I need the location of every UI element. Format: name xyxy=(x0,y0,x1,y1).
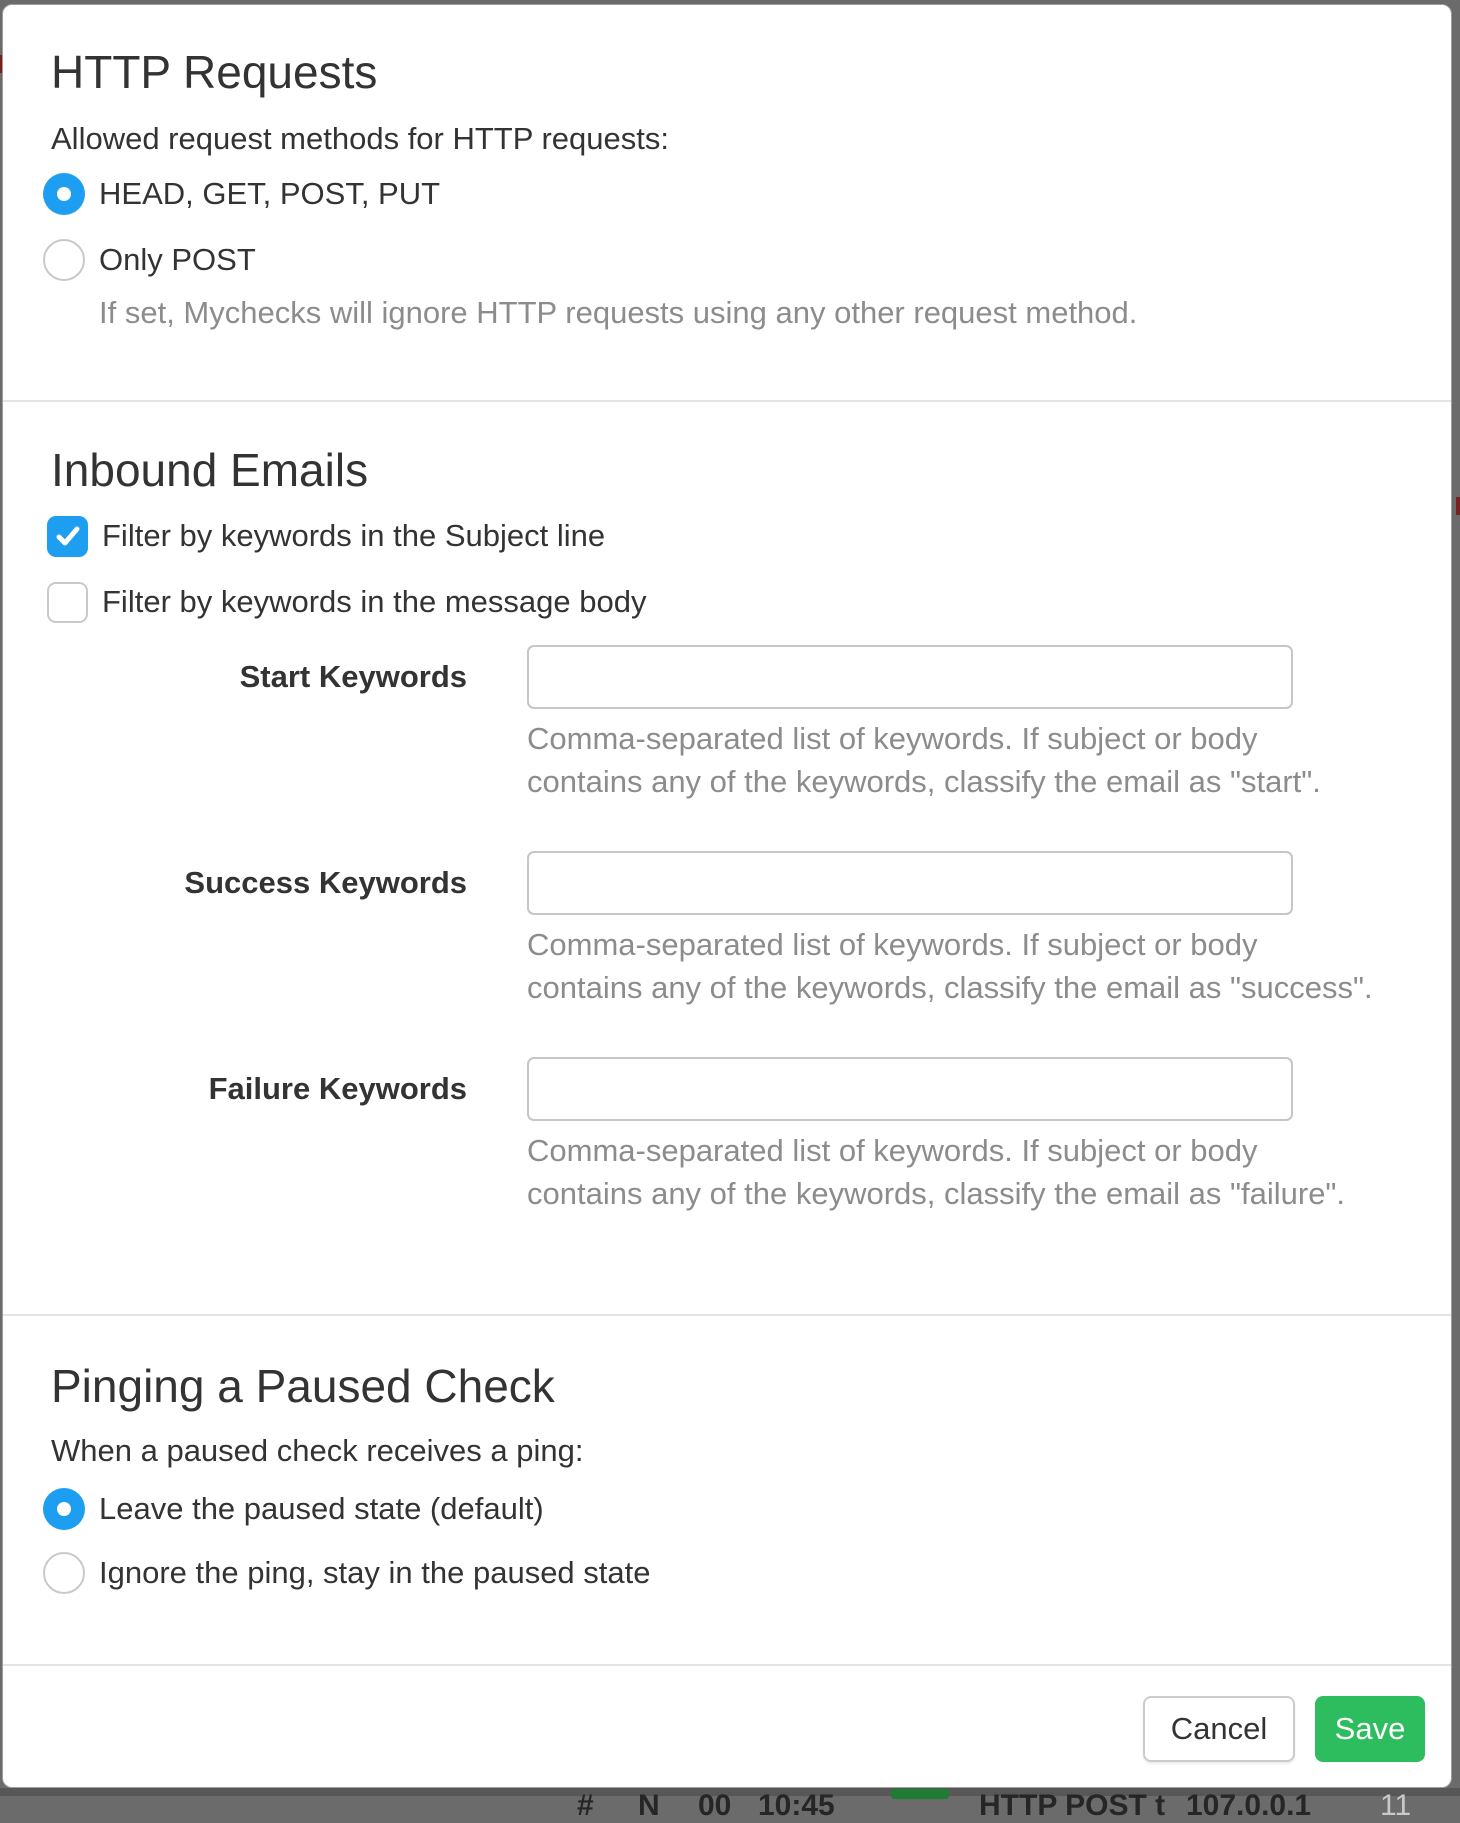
radio-row-ignore-ping[interactable] xyxy=(43,1550,651,1596)
failure-keywords-help xyxy=(527,1129,1345,1215)
checkbox-filter-body[interactable] xyxy=(47,582,88,623)
help-line: Comma-separated list of keywords. If subject or body xyxy=(527,927,1258,962)
radio-leave-paused[interactable] xyxy=(43,1488,85,1530)
section-divider xyxy=(3,400,1451,402)
radio-row-only-post[interactable] xyxy=(43,237,256,283)
settings-modal xyxy=(2,4,1452,1788)
radio-ignore-ping[interactable] xyxy=(43,1552,85,1594)
status-badge-green xyxy=(891,1789,949,1799)
background-table-fragment: 10:45 xyxy=(758,1789,835,1822)
help-line: contains any of the keywords, classify the email as "failure". xyxy=(527,1176,1346,1211)
help-line: Comma-separated list of keywords. If subject or body xyxy=(527,1133,1258,1168)
help-line: contains any of the keywords, classify the email as "success". xyxy=(527,970,1373,1005)
radio-row-head-get-post-put[interactable] xyxy=(43,171,440,217)
radio-label[interactable]: Ignore the ping, stay in the paused state xyxy=(99,1555,651,1590)
cancel-button[interactable]: Cancel xyxy=(1143,1696,1295,1762)
radio-head-get-post-put[interactable] xyxy=(43,173,85,215)
background-table-fragment: 11 xyxy=(1380,1789,1412,1822)
pinging-paused-subtitle: When a paused check receives a ping: xyxy=(51,1433,584,1468)
radio-row-leave-paused[interactable] xyxy=(43,1486,544,1532)
radio-dot xyxy=(57,187,71,201)
http-requests-subtitle: Allowed request methods for HTTP requests: xyxy=(51,121,669,156)
http-requests-title: HTTP Requests xyxy=(51,46,378,98)
background-table-row xyxy=(0,1788,1460,1822)
radio-label[interactable]: HEAD, GET, POST, PUT xyxy=(99,176,441,211)
failure-keywords-label: Failure Keywords xyxy=(208,1071,467,1106)
radio-label[interactable]: Only POST xyxy=(99,242,256,277)
background-table-fragment: # xyxy=(577,1789,594,1822)
radio-only-post[interactable] xyxy=(43,239,85,281)
section-divider xyxy=(3,1314,1451,1316)
checkbox-row-subject[interactable] xyxy=(47,513,605,559)
checkbox-label[interactable]: Filter by keywords in the Subject line xyxy=(102,518,606,553)
background-red-mark-right xyxy=(1456,497,1460,515)
background-table-fragment: 107.0.0.1 xyxy=(1186,1789,1312,1822)
radio-label[interactable]: Leave the paused state (default) xyxy=(99,1491,544,1526)
help-line: contains any of the keywords, classify the email as "start". xyxy=(527,764,1321,799)
start-keywords-label: Start Keywords xyxy=(239,659,467,694)
start-keywords-help xyxy=(527,717,1321,803)
footer-divider xyxy=(3,1664,1451,1666)
pinging-paused-title: Pinging a Paused Check xyxy=(51,1360,555,1412)
inbound-emails-title: Inbound Emails xyxy=(51,444,369,496)
checkbox-row-body[interactable] xyxy=(47,579,646,625)
http-requests-help: If set, Mychecks will ignore HTTP requests using any other request method. xyxy=(99,295,1138,330)
background-table-fragment: N xyxy=(638,1789,660,1822)
checkmark-icon xyxy=(55,523,81,549)
checkbox-filter-subject[interactable] xyxy=(47,516,88,557)
save-button[interactable]: Save xyxy=(1315,1696,1425,1762)
help-line: Comma-separated list of keywords. If subject or body xyxy=(527,721,1258,756)
background-table-fragment: HTTP POST t xyxy=(979,1789,1166,1822)
radio-dot xyxy=(57,1502,71,1516)
success-keywords-input[interactable] xyxy=(527,851,1293,915)
background-table-fragment: 00 xyxy=(698,1789,732,1822)
success-keywords-help xyxy=(527,923,1373,1009)
start-keywords-input[interactable] xyxy=(527,645,1293,709)
checkbox-label[interactable]: Filter by keywords in the message body xyxy=(102,584,647,619)
failure-keywords-input[interactable] xyxy=(527,1057,1293,1121)
success-keywords-label: Success Keywords xyxy=(184,865,467,900)
